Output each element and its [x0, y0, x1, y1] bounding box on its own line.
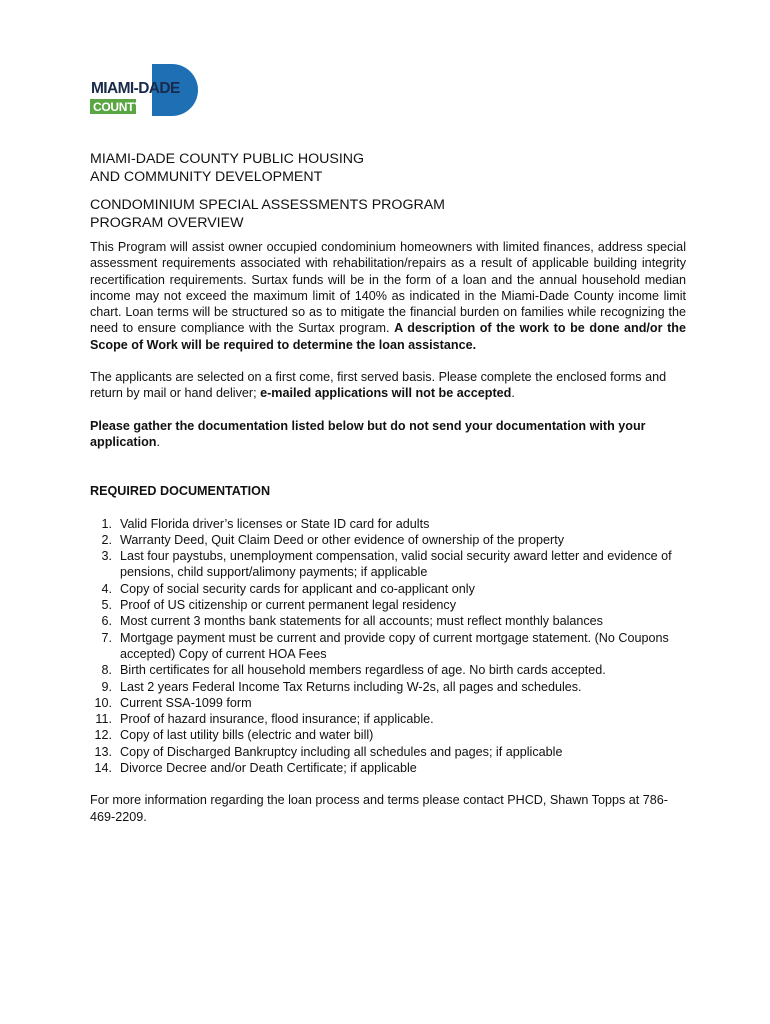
contact-paragraph: For more information regarding the loan process and terms please contact PHCD, Shawn Topps at 786-469-2209. — [90, 793, 668, 824]
list-item-number: 6. — [101, 614, 112, 629]
gather-paragraph — [90, 418, 686, 451]
list-item — [90, 744, 686, 760]
list-item-number: 8. — [101, 663, 112, 678]
list-item-text: Copy of social security cards for applicant and co-applicant only — [120, 581, 475, 596]
gather-bold-text: Please gather the documentation listed below but do not send your documentation with your application — [90, 418, 646, 449]
list-item-text: Birth certificates for all household members regardless of age. No birth cards accepted. — [120, 663, 606, 678]
list-item-text: Most current 3 months bank statements for all accounts; must reflect monthly balances — [120, 614, 603, 629]
list-item — [90, 613, 686, 629]
overview-bold-text: A description of the work to be done and/or the Scope of Work will be required to determine the loan assistance. — [90, 321, 686, 352]
list-item-number: 14. — [94, 761, 112, 776]
list-item-number: 5. — [101, 598, 112, 613]
list-item — [90, 662, 686, 678]
list-item-text: Last four paystubs, unemployment compensation, valid social security award letter and evidence of pensions, child support/alimony payments; if applicable — [120, 549, 672, 580]
list-item-number: 4. — [101, 581, 112, 596]
list-item — [90, 695, 686, 711]
gather-end: . — [156, 434, 160, 449]
list-item-number: 3. — [101, 549, 112, 564]
required-documentation-list — [90, 516, 686, 777]
list-item-number: 11. — [95, 712, 112, 727]
list-item — [90, 727, 686, 743]
required-documentation-title: REQUIRED DOCUMENTATION — [90, 484, 271, 499]
selection-text: The applicants are selected on a first come, first served basis. Please complete the enclosed forms and return by mail or hand deliver; — [90, 370, 667, 401]
list-item — [90, 760, 686, 776]
list-item-text: Warranty Deed, Quit Claim Deed or other evidence of ownership of the property — [120, 532, 565, 547]
logo-line2: COUNTY — [93, 100, 142, 114]
list-item — [90, 532, 686, 548]
agency-line-1: MIAMI-DADE COUNTY PUBLIC HOUSING — [90, 151, 365, 167]
list-item — [90, 630, 686, 663]
selection-bold-text: e-mailed applications will not be accepted — [260, 386, 512, 401]
list-item — [90, 711, 686, 727]
list-item-text: Copy of last utility bills (electric and water bill) — [120, 728, 374, 743]
program-heading — [90, 196, 686, 232]
list-item — [90, 516, 686, 532]
list-item-text: Current SSA-1099 form — [120, 695, 252, 710]
list-item-text: Mortgage payment must be current and provide copy of current mortgage statement. (No Coupons accepted) Copy of current HOA Fees — [120, 630, 669, 661]
overview-paragraph — [90, 239, 686, 353]
list-item — [90, 597, 686, 613]
selection-paragraph — [90, 369, 686, 402]
list-item-number: 2. — [101, 532, 112, 547]
list-item-text: Copy of Discharged Bankruptcy including all schedules and pages; if applicable — [120, 744, 563, 759]
agency-heading — [90, 150, 686, 186]
list-item-number: 12. — [94, 728, 112, 743]
list-item — [90, 581, 686, 597]
list-item — [90, 548, 686, 581]
list-item-number: 13. — [94, 744, 112, 759]
overview-text: This Program will assist owner occupied condominium homeowners with limited finances, address special assessment requirements associated with rehabilitation/repairs as a result of applicable building integrity recertification requirements. Surtax funds will be in the form of a loan and the annual household median income may not exceed the maximum limit of 140% as indicated in the Miami-Dade County income limit chart. Loan terms will be structured so as to mitigate the financial burden on families while recognizing the need to ensure compliance with the Surtax program. — [90, 240, 686, 336]
list-item-text: Proof of US citizenship or current permanent legal residency — [120, 598, 456, 613]
list-item-text: Valid Florida driver’s licenses or State ID card for adults — [120, 516, 430, 531]
miami-dade-county-logo — [90, 64, 198, 116]
list-item-text: Proof of hazard insurance, flood insurance; if applicable. — [120, 712, 434, 727]
program-line-1: CONDOMINIUM SPECIAL ASSESSMENTS PROGRAM — [90, 197, 446, 213]
document-body — [90, 150, 686, 825]
list-item — [90, 679, 686, 695]
logo-line1: MIAMI-DADE — [91, 80, 180, 97]
agency-line-2: AND COMMUNITY DEVELOPMENT — [90, 169, 323, 185]
list-item-number: 7. — [101, 630, 112, 645]
list-item-number: 1. — [101, 516, 112, 531]
list-item-number: 9. — [101, 679, 112, 694]
list-item-number: 10. — [94, 695, 112, 710]
selection-end: . — [511, 386, 515, 401]
list-item-text: Last 2 years Federal Income Tax Returns including W-2s, all pages and schedules. — [120, 679, 582, 694]
program-line-2: PROGRAM OVERVIEW — [90, 215, 244, 231]
list-item-text: Divorce Decree and/or Death Certificate; if applicable — [120, 761, 417, 776]
